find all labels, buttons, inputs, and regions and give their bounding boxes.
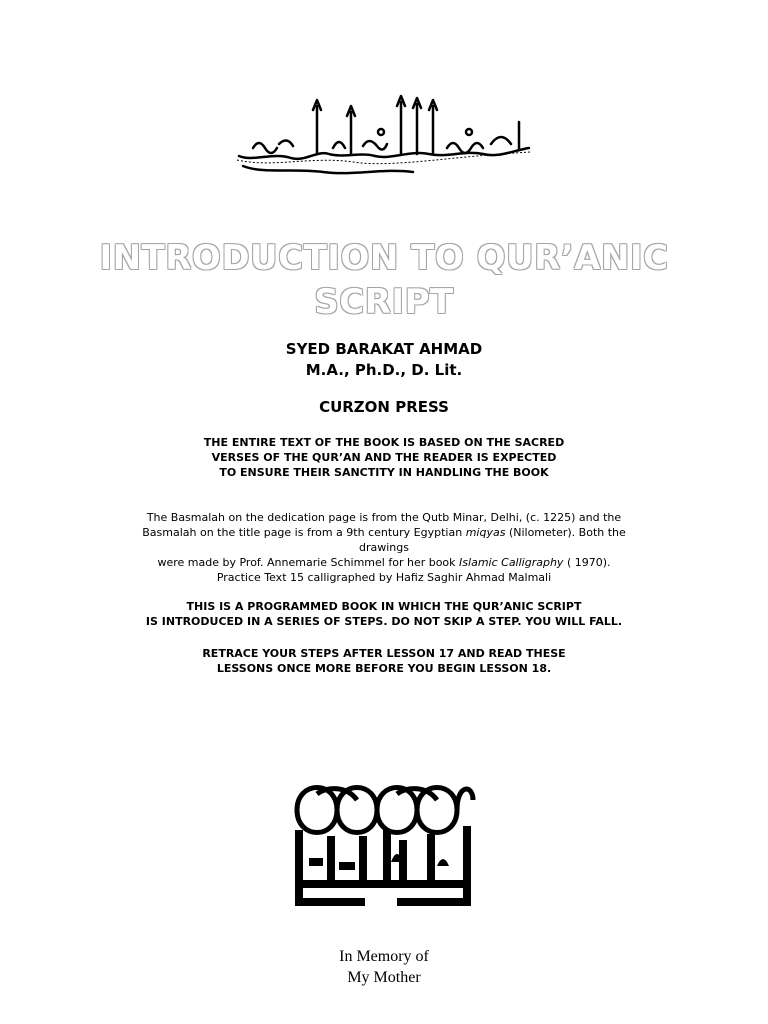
author-degrees: M.A., Ph.D., D. Lit. bbox=[305, 361, 463, 379]
credits-paragraph bbox=[0, 510, 768, 585]
programmed-line-2: IS INTRODUCED IN A SERIES OF STEPS. DO NOT SKIP A STEP. YOU WILL FALL. bbox=[145, 615, 623, 628]
author-block bbox=[0, 339, 768, 381]
notice-line-1: THE ENTIRE TEXT OF THE BOOK IS BASED ON THE SACRED bbox=[203, 436, 565, 449]
credits-line-2-start: Basmalah on the title page is from a 9th century Egyptian bbox=[142, 526, 463, 539]
retrace-line-2: LESSONS ONCE MORE BEFORE YOU BEGIN LESSON 18. bbox=[216, 662, 552, 675]
credits-book-title: Islamic Calligraphy bbox=[459, 556, 564, 569]
credits-line-3: drawings bbox=[359, 541, 409, 554]
notice-line-3: TO ENSURE THEIR SANCTITY IN HANDLING THE BOOK bbox=[219, 466, 549, 479]
title-line-2: SCRIPT bbox=[314, 282, 454, 322]
notice-line-2: VERSES OF THE QUR’AN AND THE READER IS EXPECTED bbox=[211, 451, 557, 464]
dedication-line-1: In Memory of bbox=[339, 948, 429, 965]
kufic-basmalah-icon bbox=[287, 770, 479, 916]
basmalah-calligraphy-icon bbox=[233, 92, 535, 182]
programmed-notice bbox=[0, 599, 768, 629]
title-line-1: INTRODUCTION TO QUR’ANIC bbox=[99, 238, 669, 278]
credits-line-2-end: (Nilometer). Both the bbox=[508, 526, 626, 539]
author-name: SYED BARAKAT AHMAD bbox=[285, 340, 483, 358]
sanctity-notice bbox=[0, 435, 768, 480]
retrace-notice bbox=[0, 646, 768, 676]
credits-line-4-start: were made by Prof. Annemarie Schimmel for her book bbox=[157, 556, 456, 569]
dedication bbox=[0, 946, 768, 988]
credits-line-4-end: ( 1970). bbox=[566, 556, 611, 569]
programmed-line-1: THIS IS A PROGRAMMED BOOK IN WHICH THE QUR’ANIC SCRIPT bbox=[186, 600, 582, 613]
publisher-name: CURZON PRESS bbox=[319, 398, 449, 416]
credits-line-1: The Basmalah on the dedication page is from the Qutb Minar, Delhi, (c. 1225) and the bbox=[146, 511, 622, 524]
dedication-line-2: My Mother bbox=[347, 969, 421, 986]
credits-line-5: Practice Text 15 calligraphed by Hafiz Saghir Ahmad Malmali bbox=[216, 571, 552, 584]
credits-line-2 bbox=[0, 525, 768, 540]
credits-miqyas: miqyas bbox=[465, 526, 506, 539]
credits-line-4 bbox=[0, 555, 768, 570]
retrace-line-1: RETRACE YOUR STEPS AFTER LESSON 17 AND READ THESE bbox=[202, 647, 566, 660]
book-title bbox=[0, 236, 768, 324]
